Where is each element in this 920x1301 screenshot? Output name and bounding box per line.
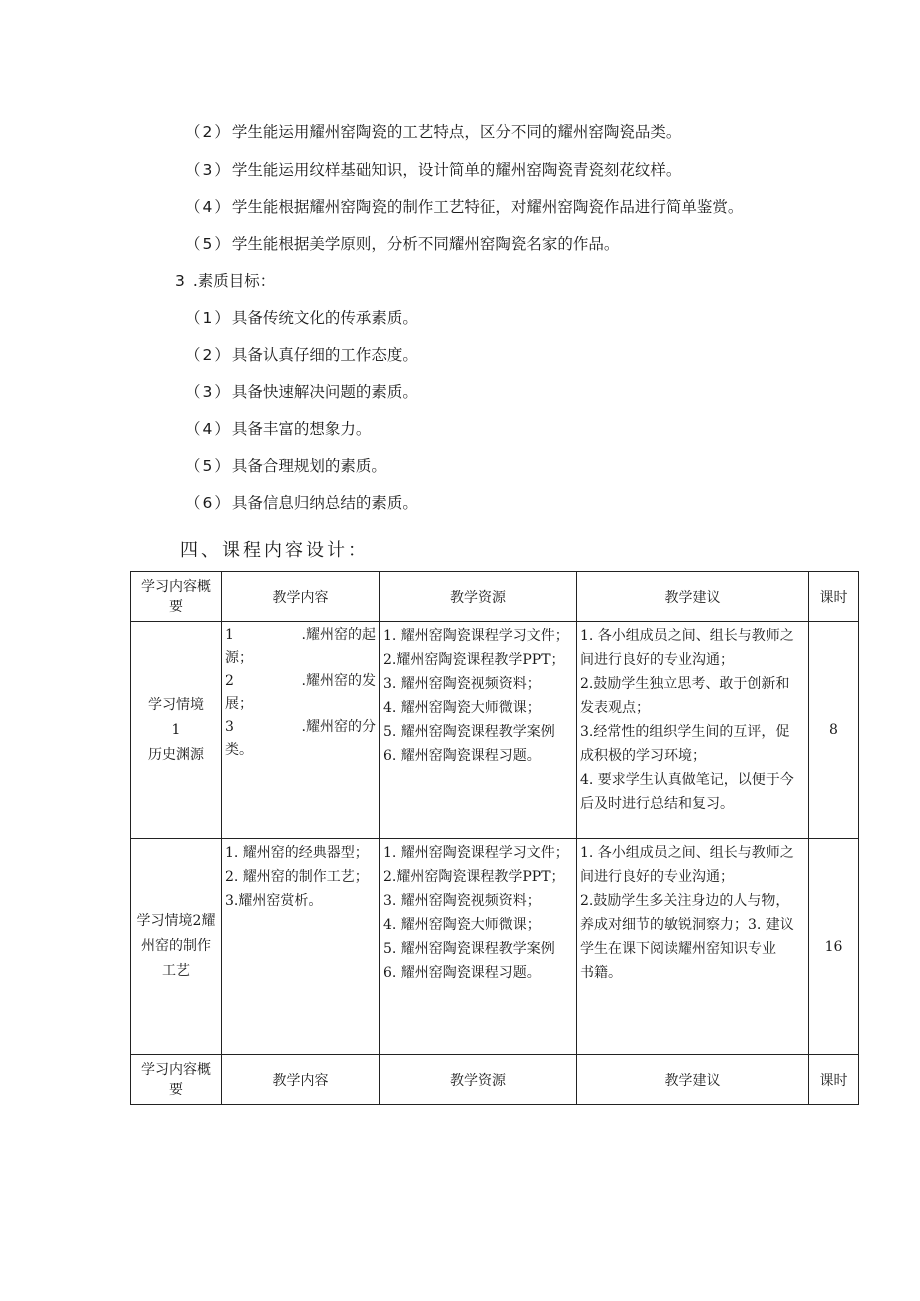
header-content: 教学内容 [222, 572, 380, 622]
course-content-table [130, 571, 859, 1105]
row1-resources: 1. 耀州窑陶瓷课程学习文件； 2.耀州窑陶瓷课程教学PPT； 3. 耀州窑陶瓷视频资料； 4. 耀州窑陶瓷大师微课； 5. 耀州窑陶瓷课程教学案例 6. 耀州窑陶瓷课程习题。 [380, 622, 577, 839]
row2-suggestions: 1. 各小组成员之间、组长与教师之 间进行良好的专业沟通； 2.鼓励学生多关注身边的人与物， 养成对细节的敏锐洞察力；3. 建议 学生在课下阅读耀州窑知识专业 书籍。 [577, 839, 809, 1055]
header-overview: 学习内容概 要 [131, 572, 222, 622]
header-overview: 学习内容概 要 [131, 1055, 222, 1105]
header-hours: 课时 [809, 572, 859, 622]
skill-goal-4: （4）学生能根据耀州窑陶瓷的制作工艺特征，对耀州窑陶瓷作品进行简单鉴赏。 [185, 198, 744, 216]
skill-goal-3: （3）学生能运用纹样基础知识，设计简单的耀州窑陶瓷青瓷刻花纹样。 [185, 161, 682, 179]
quality-goal-6: （6）具备信息归纳总结的素质。 [185, 494, 418, 512]
table-row [131, 839, 859, 1055]
header-content: 教学内容 [222, 1055, 380, 1105]
table-row [131, 622, 859, 839]
row1-content: 1 .耀州窑的起 源； 2 .耀州窑的发 展； 3 .耀州窑的分 类。 [222, 622, 380, 839]
quality-goal-5: （5）具备合理规划的素质。 [185, 457, 387, 475]
header-hours: 课时 [809, 1055, 859, 1105]
row2-content: 1. 耀州窑的经典器型； 2. 耀州窑的制作工艺； 3.耀州窑赏析。 [222, 839, 380, 1055]
quality-goals-heading: 3 .素质目标： [175, 272, 276, 290]
header-resources: 教学资源 [380, 1055, 577, 1105]
row1-suggestions: 1. 各小组成员之间、组长与教师之 间进行良好的专业沟通； 2.鼓励学生独立思考、敢于创新和 发表观点； 3.经常性的组织学生间的互评，促 成积极的学习环境； 4. 要求学生认真做笔记，以便于今 后及时进行总结和复习。 [577, 622, 809, 839]
table-header-row-repeat [131, 1055, 859, 1105]
row2-overview: 学习情境2耀 州窑的制作 工艺 [131, 839, 222, 1055]
quality-goal-3: （3）具备快速解决问题的素质。 [185, 383, 418, 401]
skill-goal-5: （5）学生能根据美学原则，分析不同耀州窑陶瓷名家的作品。 [185, 235, 620, 253]
quality-goal-1: （1）具备传统文化的传承素质。 [185, 309, 418, 327]
row2-hours: 16 [809, 839, 859, 1055]
row1-hours: 8 [809, 622, 859, 839]
header-suggestions: 教学建议 [577, 572, 809, 622]
row2-resources: 1. 耀州窑陶瓷课程学习文件； 2.耀州窑陶瓷课程教学PPT； 3. 耀州窑陶瓷视频资料； 4. 耀州窑陶瓷大师微课； 5. 耀州窑陶瓷课程教学案例 6. 耀州窑陶瓷课程习题。 [380, 839, 577, 1055]
header-suggestions: 教学建议 [577, 1055, 809, 1105]
header-resources: 教学资源 [380, 572, 577, 622]
section-title: 四、课程内容设计： [180, 540, 369, 561]
row1-overview: 学习情境 1 历史渊源 [131, 622, 222, 839]
table-header-row [131, 572, 859, 622]
quality-goal-2: （2）具备认真仔细的工作态度。 [185, 346, 418, 364]
skill-goal-2: （2）学生能运用耀州窑陶瓷的工艺特点，区分不同的耀州窑陶瓷品类。 [185, 123, 682, 141]
quality-goal-4: （4）具备丰富的想象力。 [185, 420, 372, 438]
